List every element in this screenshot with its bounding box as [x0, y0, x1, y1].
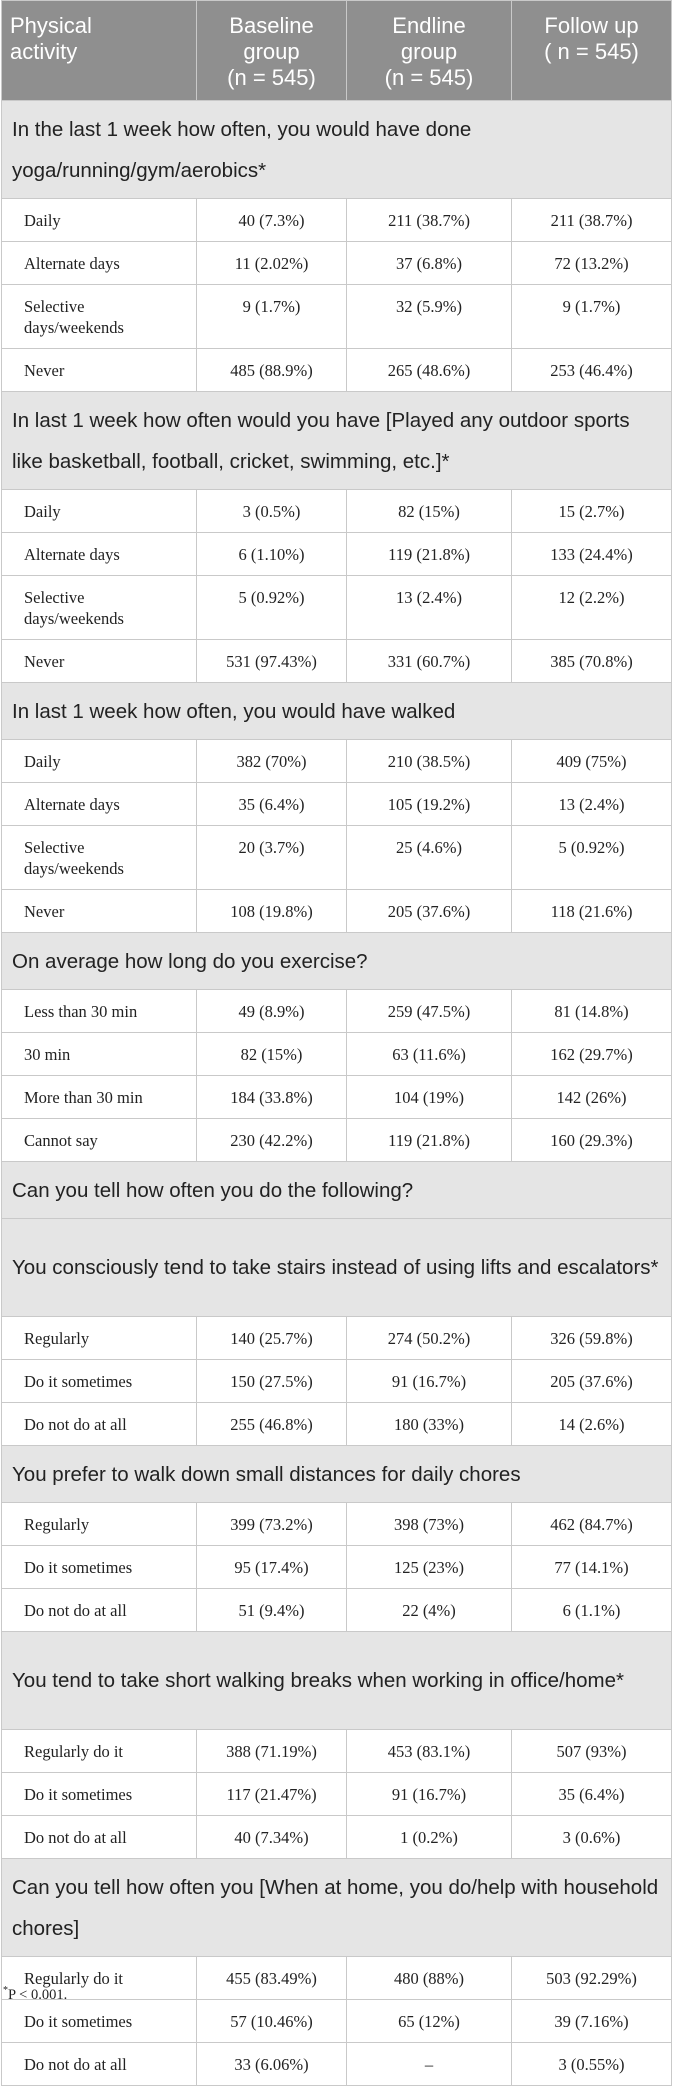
table-cell: 503 (92.29%): [512, 1957, 672, 2000]
row-label: Never: [2, 349, 197, 392]
table-row: [2, 1773, 672, 1816]
table-cell: 184 (33.8%): [197, 1076, 347, 1119]
section-header-row: [2, 1632, 672, 1730]
table-cell: 13 (2.4%): [512, 783, 672, 826]
table-row: [2, 826, 672, 890]
table-row: [2, 349, 672, 392]
row-label: More than 30 min: [2, 1076, 197, 1119]
table-row: [2, 576, 672, 640]
row-label: Alternate days: [2, 783, 197, 826]
physical-activity-table: [1, 0, 672, 2086]
table-cell: 108 (19.8%): [197, 890, 347, 933]
table-cell: 409 (75%): [512, 740, 672, 783]
row-label: Do not do at all: [2, 1589, 197, 1632]
table-cell: 63 (11.6%): [347, 1033, 512, 1076]
table-row: [2, 533, 672, 576]
table-body: [2, 101, 672, 2086]
table-cell: 398 (73%): [347, 1503, 512, 1546]
section-header-row: [2, 1162, 672, 1219]
table-row: [2, 783, 672, 826]
table-cell: 265 (48.6%): [347, 349, 512, 392]
table-cell: 382 (70%): [197, 740, 347, 783]
section-title: On average how long do you exercise?: [2, 933, 672, 990]
row-label: Daily: [2, 740, 197, 783]
table-row: [2, 1546, 672, 1589]
table-row: [2, 1730, 672, 1773]
table-cell: 160 (29.3%): [512, 1119, 672, 1162]
table-cell: 51 (9.4%): [197, 1589, 347, 1632]
table-cell: 150 (27.5%): [197, 1360, 347, 1403]
footnote: *P < 0.001.: [3, 1985, 68, 2003]
table-cell: 37 (6.8%): [347, 242, 512, 285]
row-label: Do not do at all: [2, 2043, 197, 2086]
table-cell: –: [347, 2043, 512, 2086]
row-label: Do it sometimes: [2, 1546, 197, 1589]
table-cell: 82 (15%): [347, 490, 512, 533]
table-cell: 119 (21.8%): [347, 533, 512, 576]
table-cell: 104 (19%): [347, 1076, 512, 1119]
table-row: [2, 199, 672, 242]
table-cell: 462 (84.7%): [512, 1503, 672, 1546]
row-label: Do not do at all: [2, 1403, 197, 1446]
table-row: [2, 2043, 672, 2086]
section-title: In last 1 week how often would you have [Played any outdoor sports like basketball, football, cricket, swimming, etc.]*: [2, 392, 672, 490]
header-baseline-group: Baseline group (n = 545): [197, 1, 347, 101]
table-cell: 81 (14.8%): [512, 990, 672, 1033]
table-cell: 142 (26%): [512, 1076, 672, 1119]
table-cell: 385 (70.8%): [512, 640, 672, 683]
header-follow-up: Follow up ( n = 545): [512, 1, 672, 101]
table-cell: 1 (0.2%): [347, 1816, 512, 1859]
table-row: [2, 285, 672, 349]
header-physical-activity: Physical activity: [2, 1, 197, 101]
row-label: Cannot say: [2, 1119, 197, 1162]
table-row: [2, 1317, 672, 1360]
table-cell: 125 (23%): [347, 1546, 512, 1589]
table-cell: 399 (73.2%): [197, 1503, 347, 1546]
table-cell: 531 (97.43%): [197, 640, 347, 683]
table-cell: 133 (24.4%): [512, 533, 672, 576]
table-row: [2, 1033, 672, 1076]
table-cell: 33 (6.06%): [197, 2043, 347, 2086]
section-title: In last 1 week how often, you would have walked: [2, 683, 672, 740]
row-label: Less than 30 min: [2, 990, 197, 1033]
table-cell: 13 (2.4%): [347, 576, 512, 640]
row-label: Daily: [2, 490, 197, 533]
table-cell: 180 (33%): [347, 1403, 512, 1446]
table-cell: 205 (37.6%): [512, 1360, 672, 1403]
table-row: [2, 890, 672, 933]
table-cell: 485 (88.9%): [197, 349, 347, 392]
table-cell: 119 (21.8%): [347, 1119, 512, 1162]
table-cell: 25 (4.6%): [347, 826, 512, 890]
section-title: In the last 1 week how often, you would have done yoga/running/gym/aerobics*: [2, 101, 672, 199]
row-label: Regularly: [2, 1317, 197, 1360]
table-cell: 6 (1.10%): [197, 533, 347, 576]
table-cell: 453 (83.1%): [347, 1730, 512, 1773]
table-cell: 3 (0.5%): [197, 490, 347, 533]
table-cell: 162 (29.7%): [512, 1033, 672, 1076]
table-cell: 15 (2.7%): [512, 490, 672, 533]
table-cell: 77 (14.1%): [512, 1546, 672, 1589]
table-header-row: [2, 1, 672, 101]
section-header-row: [2, 933, 672, 990]
table-cell: 331 (60.7%): [347, 640, 512, 683]
table-cell: 326 (59.8%): [512, 1317, 672, 1360]
table-cell: 95 (17.4%): [197, 1546, 347, 1589]
row-label: Do it sometimes: [2, 2000, 197, 2043]
table-cell: 40 (7.3%): [197, 199, 347, 242]
section-header-row: [2, 1859, 672, 1957]
table-cell: 507 (93%): [512, 1730, 672, 1773]
table-cell: 253 (46.4%): [512, 349, 672, 392]
table-cell: 40 (7.34%): [197, 1816, 347, 1859]
row-label: Regularly: [2, 1503, 197, 1546]
table-cell: 230 (42.2%): [197, 1119, 347, 1162]
table-cell: 480 (88%): [347, 1957, 512, 2000]
section-title: Can you tell how often you [When at home, you do/help with household chores]: [2, 1859, 672, 1957]
row-label: Selective days/weekends: [2, 576, 197, 640]
table-cell: 9 (1.7%): [197, 285, 347, 349]
row-label: Never: [2, 640, 197, 683]
table-cell: 6 (1.1%): [512, 1589, 672, 1632]
header-endline-group: Endline group (n = 545): [347, 1, 512, 101]
row-label: Do it sometimes: [2, 1360, 197, 1403]
table-row: [2, 990, 672, 1033]
table-cell: 39 (7.16%): [512, 2000, 672, 2043]
table-cell: 105 (19.2%): [347, 783, 512, 826]
table-row: [2, 490, 672, 533]
table-cell: 49 (8.9%): [197, 990, 347, 1033]
row-label: 30 min: [2, 1033, 197, 1076]
table-cell: 11 (2.02%): [197, 242, 347, 285]
row-label: Selective days/weekends: [2, 285, 197, 349]
table-cell: 117 (21.47%): [197, 1773, 347, 1816]
table-cell: 82 (15%): [197, 1033, 347, 1076]
row-label: Regularly do it: [2, 1730, 197, 1773]
table-cell: 9 (1.7%): [512, 285, 672, 349]
table-cell: 3 (0.6%): [512, 1816, 672, 1859]
table-row: [2, 2000, 672, 2043]
row-label: Do it sometimes: [2, 1773, 197, 1816]
section-title: You consciously tend to take stairs instead of using lifts and escalators*: [2, 1219, 672, 1317]
table-cell: 5 (0.92%): [197, 576, 347, 640]
table-cell: 259 (47.5%): [347, 990, 512, 1033]
table-cell: 20 (3.7%): [197, 826, 347, 890]
table-cell: 455 (83.49%): [197, 1957, 347, 2000]
table-cell: 14 (2.6%): [512, 1403, 672, 1446]
section-header-row: [2, 101, 672, 199]
table-cell: 72 (13.2%): [512, 242, 672, 285]
table-row: [2, 1957, 672, 2000]
table-row: [2, 1403, 672, 1446]
table-cell: 35 (6.4%): [197, 783, 347, 826]
row-label: Alternate days: [2, 533, 197, 576]
row-label: Selective days/weekends: [2, 826, 197, 890]
table-cell: 91 (16.7%): [347, 1773, 512, 1816]
row-label: Daily: [2, 199, 197, 242]
table-cell: 5 (0.92%): [512, 826, 672, 890]
table-row: [2, 1816, 672, 1859]
table-cell: 274 (50.2%): [347, 1317, 512, 1360]
table-row: [2, 740, 672, 783]
table-cell: 211 (38.7%): [512, 199, 672, 242]
table-cell: 211 (38.7%): [347, 199, 512, 242]
table-cell: 205 (37.6%): [347, 890, 512, 933]
table-cell: 388 (71.19%): [197, 1730, 347, 1773]
table-cell: 35 (6.4%): [512, 1773, 672, 1816]
table-cell: 22 (4%): [347, 1589, 512, 1632]
table-cell: 65 (12%): [347, 2000, 512, 2043]
table-row: [2, 242, 672, 285]
row-label: Do not do at all: [2, 1816, 197, 1859]
section-title: You tend to take short walking breaks when working in office/home*: [2, 1632, 672, 1730]
table-cell: 12 (2.2%): [512, 576, 672, 640]
section-header-row: [2, 1446, 672, 1503]
table-cell: 57 (10.46%): [197, 2000, 347, 2043]
table-cell: 91 (16.7%): [347, 1360, 512, 1403]
section-header-row: [2, 392, 672, 490]
section-title: You prefer to walk down small distances for daily chores: [2, 1446, 672, 1503]
section-header-row: [2, 1219, 672, 1317]
table-cell: 32 (5.9%): [347, 285, 512, 349]
table-row: [2, 640, 672, 683]
row-label: Regularly do it: [2, 1957, 197, 2000]
table-row: [2, 1119, 672, 1162]
table-row: [2, 1503, 672, 1546]
table-row: [2, 1589, 672, 1632]
table-cell: 3 (0.55%): [512, 2043, 672, 2086]
row-label: Alternate days: [2, 242, 197, 285]
table-cell: 118 (21.6%): [512, 890, 672, 933]
table-cell: 210 (38.5%): [347, 740, 512, 783]
table-row: [2, 1076, 672, 1119]
table-cell: 140 (25.7%): [197, 1317, 347, 1360]
section-title: Can you tell how often you do the following?: [2, 1162, 672, 1219]
table-cell: 255 (46.8%): [197, 1403, 347, 1446]
row-label: Never: [2, 890, 197, 933]
section-header-row: [2, 683, 672, 740]
table-row: [2, 1360, 672, 1403]
